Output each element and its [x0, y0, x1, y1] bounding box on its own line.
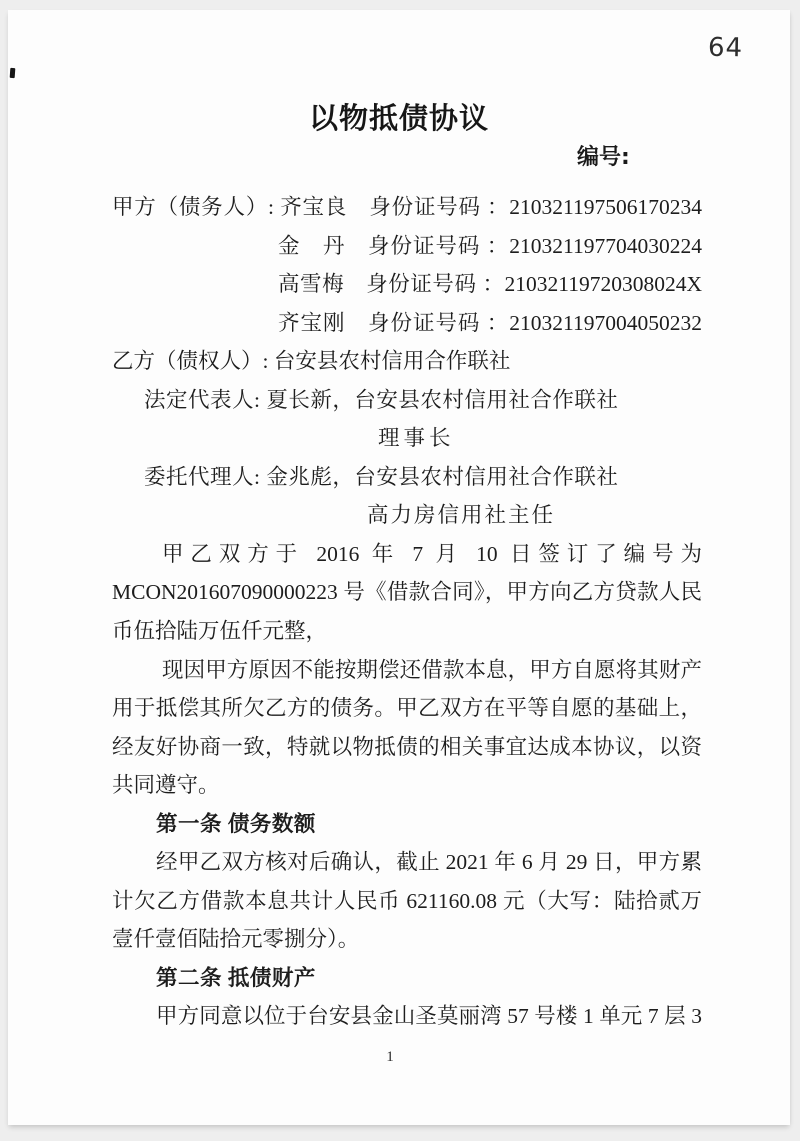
document-body	[112, 188, 702, 1036]
document-title: 以物抵债协议	[308, 101, 489, 135]
doc-line: 第一条 债务数额	[156, 811, 316, 836]
doc-line: MCON201607090000223 号《借款合同》，甲方向乙方贷款人民	[112, 580, 702, 605]
doc-line: 高力房信用社主任	[367, 503, 556, 528]
doc-line: 壹仟壹佰陆拾元零捌分）。	[112, 927, 360, 952]
doc-line: 第二条 抵债财产	[156, 965, 316, 990]
doc-line: 高雪梅 身份证号码 ：21032119720308024X	[278, 272, 702, 297]
doc-line: 甲乙双方于 2016 年 7 月 10 日签订了编号为	[162, 541, 702, 566]
doc-line: 甲方（债务人）: 齐宝良 身份证号码 ：210321197506170234	[112, 195, 702, 219]
doc-line: 委托代理人: 金兆彪，台安县农村信用社合作联社	[144, 464, 619, 489]
doc-line: 计欠乙方借款本息共计人民币 621160.08 元（大写：陆拾贰万	[112, 888, 702, 913]
doc-line: 共同遵守。	[112, 773, 220, 798]
scan-artifact-mark	[10, 68, 16, 78]
doc-line: 金 丹 身份证号码 ：210321197704030224	[278, 233, 702, 258]
footer-page-number: 1	[386, 1049, 394, 1065]
document-number-label: 编号:	[577, 145, 630, 170]
doc-line: 理事长	[378, 426, 455, 451]
doc-line: 齐宝刚 身份证号码 ：210321197004050232	[278, 310, 702, 335]
doc-line: 经甲乙双方核对后确认，截止 2021 年 6 月 29 日，甲方累	[156, 850, 702, 875]
corner-page-number: 64	[707, 32, 744, 64]
doc-line: 币伍拾陆万伍仟元整，	[112, 619, 328, 644]
doc-line: 用于抵偿其所欠乙方的债务。甲乙双方在平等自愿的基础上，	[112, 696, 702, 721]
doc-line: 经友好协商一致，特就以物抵债的相关事宜达成本协议，以资	[112, 734, 702, 759]
doc-line: 法定代表人: 夏长新，台安县农村信用社合作联社	[144, 387, 619, 412]
doc-line: 乙方（债权人）: 台安县农村信用合作联社	[112, 349, 511, 374]
document-page	[8, 10, 790, 1125]
doc-line: 甲方同意以位于台安县金山圣莫丽湾 57 号楼 1 单元 7 层 3	[156, 1004, 702, 1029]
doc-line: 现因甲方原因不能按期偿还借款本息，甲方自愿将其财产	[162, 657, 702, 682]
